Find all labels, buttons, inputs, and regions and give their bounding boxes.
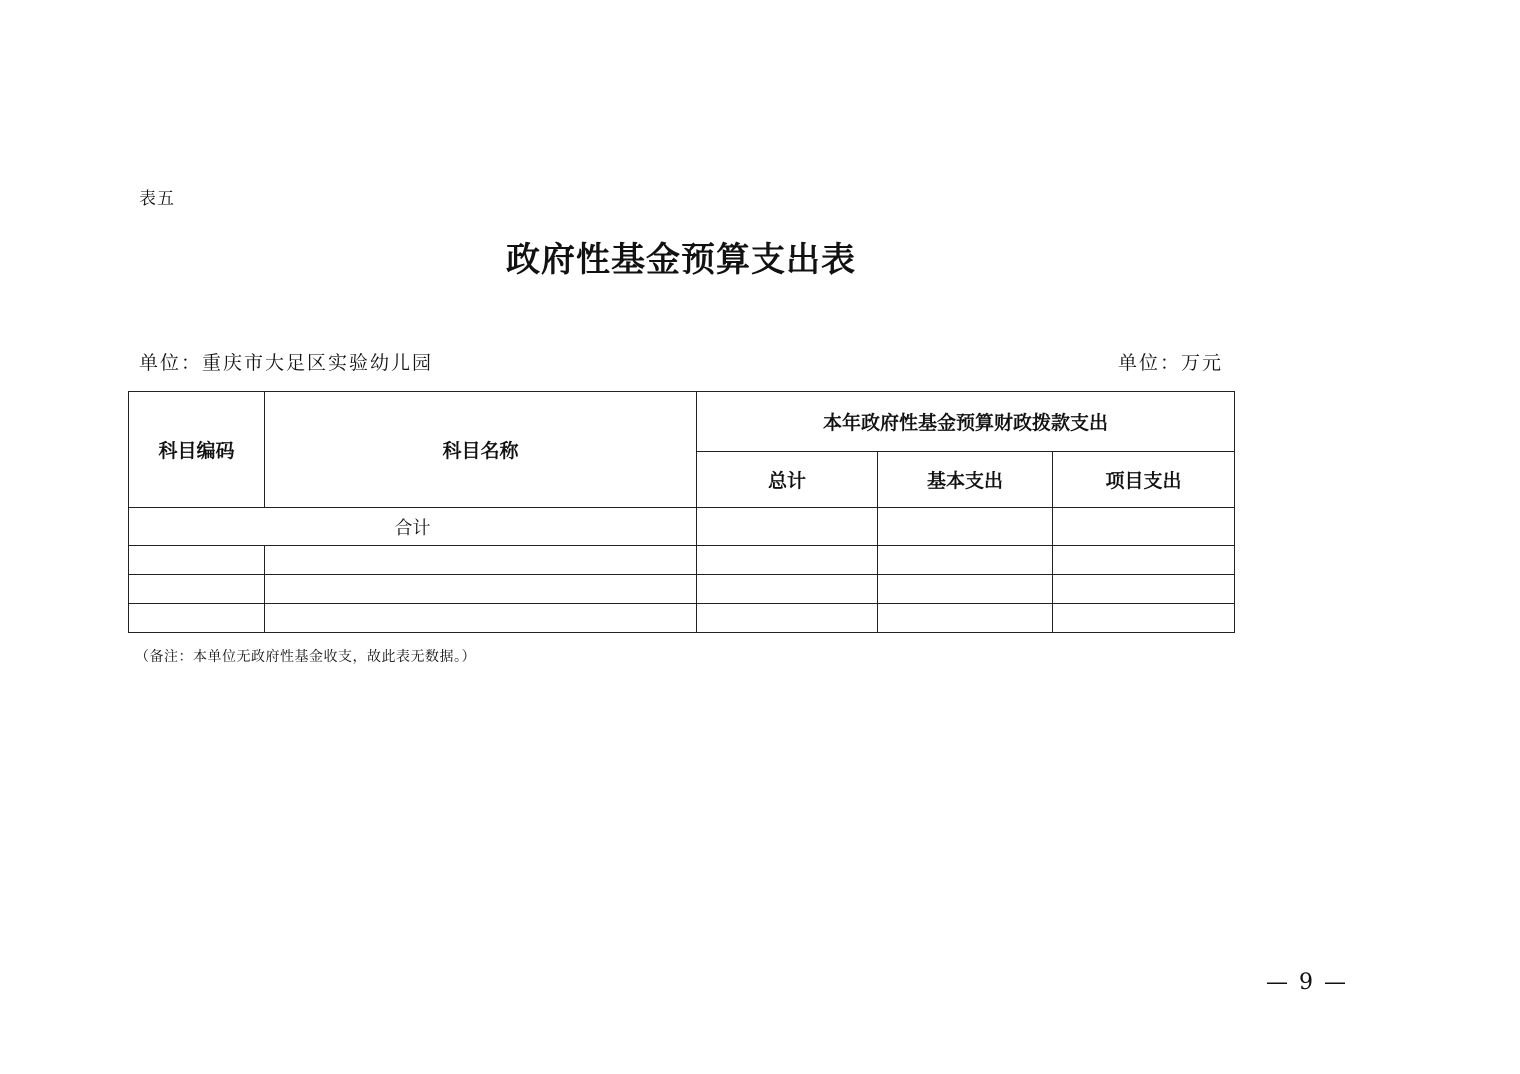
unit-organization: 单位：重庆市大足区实验幼儿园	[139, 352, 434, 374]
cell-name	[265, 575, 697, 604]
cell-code	[129, 604, 265, 633]
total-row	[129, 508, 1235, 546]
cell-code	[129, 575, 265, 604]
cell-total	[697, 604, 878, 633]
cell-basic	[878, 575, 1053, 604]
header-code: 科目编码	[129, 392, 265, 508]
header-total: 总计	[697, 452, 878, 508]
header-basic: 基本支出	[878, 452, 1053, 508]
table-row	[129, 546, 1235, 575]
cell-basic	[878, 604, 1053, 633]
cell-name	[265, 546, 697, 575]
header-project: 项目支出	[1053, 452, 1235, 508]
header-row	[129, 392, 1235, 452]
page-title: 政府性基金预算支出表	[506, 240, 856, 280]
total-cell-basic	[878, 508, 1053, 546]
cell-total	[697, 546, 878, 575]
unit-currency: 单位：万元	[1117, 352, 1223, 374]
table-label: 表五	[139, 189, 175, 209]
table-row	[129, 604, 1235, 633]
cell-basic	[878, 546, 1053, 575]
total-label: 合计	[129, 508, 697, 546]
header-name: 科目名称	[265, 392, 697, 508]
cell-project	[1053, 575, 1235, 604]
total-cell-project	[1053, 508, 1235, 546]
budget-table	[128, 391, 1235, 633]
cell-code	[129, 546, 265, 575]
cell-name	[265, 604, 697, 633]
cell-project	[1053, 604, 1235, 633]
header-group: 本年政府性基金预算财政拨款支出	[697, 392, 1235, 452]
cell-project	[1053, 546, 1235, 575]
page-number: — 9 —	[1266, 970, 1348, 995]
table-row	[129, 575, 1235, 604]
total-cell-total	[697, 508, 878, 546]
cell-total	[697, 575, 878, 604]
table-note: （备注：本单位无政府性基金收支，故此表无数据。）	[135, 649, 476, 665]
